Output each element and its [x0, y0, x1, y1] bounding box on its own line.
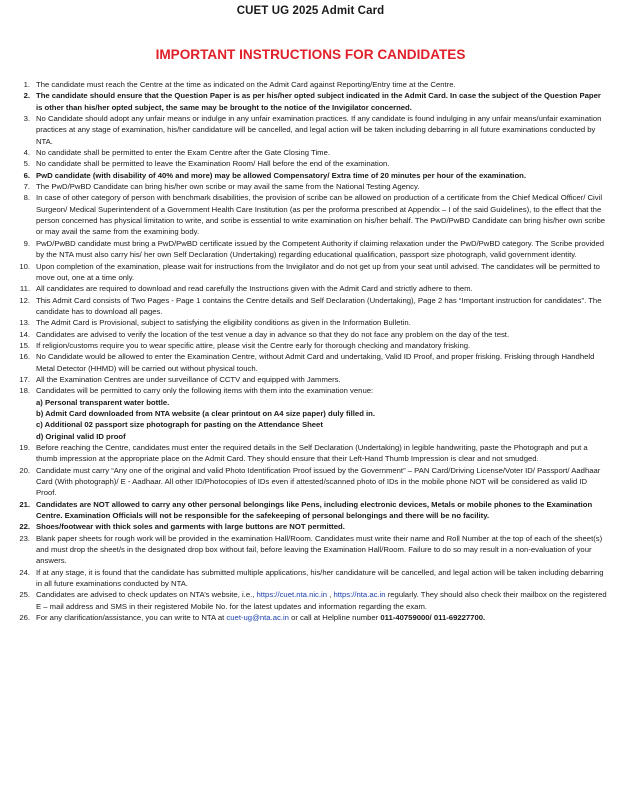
instructions-list — [16, 79, 607, 624]
instruction-item: 23. Blank paper sheets for rough work will be provided in the examination Hall/Room. Candidates must write their name and Roll Number at the top of each of the sheet(s) and must drop the sheet/s in the designated drop box without fail, before leaving the Examination Hall/Room. Failure to do so may result in a non-evaluation of your answers. — [19, 533, 603, 566]
document-title: CUET UG 2025 Admit Card — [236, 5, 385, 17]
instruction-item: 8. In case of other category of person with benchmark disabilities, the provision of scribe can be allowed on production of a certificate from the Chief Medical Officer/ Civil Surgeon/ Medical Superintendent of a Government Health Care Institution (as per the proforma prescribed at Appendix – I of the said Guidelines), to the effect that the person concerned has physical limitation to write, and scribe is essential to write examination on his/her behalf. The PwD/PwBD Candidate can bring his/her own scribe or may avail the same from the examining body. — [23, 193, 606, 237]
instruction-item: 3. No Candidate should adopt any unfair means or indulge in any unfair examination practices. If any candidate is found indulging in any unfair means/unfair examination practices at any stage of examination, his/her candidature will be cancelled, and legal action will be taken including debarring in all future examinations conducted by NTA. — [23, 114, 602, 146]
instruction-item: 9. PwD/PwBD candidate must bring a PwD/PwBD certificate issued by the Competent Authority if claiming relaxation under the PwD/PwBD category. The Scribe provided by the NTA must also carry his/ her own Self Declaration (Undertaking) regarding educational qualification, passport size photograph, valid government identity. — [23, 238, 604, 260]
instruction-item: 20. Candidate must carry “Any one of the original and valid Photo Identification Proof issued by the Government” – PAN Card/Driving License/Voter ID/ Passport/ Aadhaar Card (With photograph)/ E - Aadhaar. All other ID/Photocopies of IDs even if attested/scanned photo of IDs in the mobile phone NOT will be considered as valid ID Proof. — [19, 465, 601, 498]
instruction-item: 14. Candidates are advised to verify the location of the test venue a day in advance so that they do not face any problem on the day of the test. — [19, 329, 510, 339]
nta-website-link[interactable]: https://nta.ac.in — [333, 590, 386, 600]
instruction-item: 21. Candidates are NOT allowed to carry any other personal belongings like Pens, including electronic devices, Metals or mobile phones to the Examination Centre. Examination Officials will not be responsible for the safekeeping of personal belongings and there will be no facility. — [19, 499, 593, 521]
instruction-item: 16. No Candidate would be allowed to enter the Examination Centre, without Admit Card and undertaking, Valid ID Proof, and proper frisking. Frisking through Handheld Metal Detector (HHMD) will be carried out without physical touch. — [19, 352, 595, 373]
instruction-item: 18. Candidates will be permitted to carry only the following items with them into the examination venue: a) Personal transparent water bottle. b) Admit Card downloaded from NTA website (a clear printout on A4 size paper) duly filled in. c) Additional 02 passport size photograph for pasting on the Attendance Sheet d) Original valid ID proof — [16, 385, 607, 442]
permitted-item: c) Additional 02 passport size photograph for pasting on the Attendance Sheet — [36, 420, 323, 430]
instruction-item: 7. The PwD/PwBD Candidate can bring his/her own scribe or may avail the same from the National Testing Agency. — [23, 182, 420, 192]
support-email-link[interactable]: cuet-ug@nta.ac.in — [226, 613, 289, 623]
instruction-item: 1. The candidate must reach the Centre at the time as indicated on the Admit Card against Reporting/Entry time at the Centre. — [23, 80, 456, 89]
instruction-item: 11. All candidates are required to download and read carefully the Instructions given with the Admit Card and strictly adhere to them. — [19, 284, 473, 294]
instruction-item: 10. Upon completion of the examination, please wait for instructions from the Invigilator and do not get up from your seat until advised. The candidates will be permitted to move out, one at a time only. — [19, 261, 600, 282]
instruction-item: 22. Shoes/footwear with thick soles and garments with large buttons are NOT permitted. — [19, 522, 345, 532]
permitted-item: d) Original valid ID proof — [36, 431, 126, 441]
instruction-item: 25. Candidates are advised to check updates on NTA’s website, i.e., https://cuet.nta.nic.in , https://nta.ac.in regularly. They should also check their mailbox on the registered E – mail address and SMS in their registered Mobile No. for the latest updates and information regarding the exam. — [19, 590, 607, 611]
helpline-number: 011-40759000/ 011-69227700. — [380, 613, 486, 623]
instruction-item: 4. No candidate shall be permitted to enter the Exam Centre after the Gate Closing Time. — [23, 148, 330, 158]
instruction-item: 15. If religion/customs require you to wear specific attire, please visit the Centre early for thorough checking and mandatory frisking. — [19, 340, 471, 350]
instruction-item: 26. For any clarification/assistance, you can write to NTA at cuet-ug@nta.ac.in or call at Helpline number 011-40759000/ 011-69227700. — [19, 613, 486, 623]
instruction-item: 5. No candidate shall be permitted to leave the Examination Room/ Hall before the end of the examination. — [23, 159, 390, 169]
cuet-website-link[interactable]: https://cuet.nta.nic.in — [256, 590, 328, 600]
instruction-item: 13. The Admit Card is Provisional, subject to satisfying the eligibility conditions as given in the Information Bulletin. — [19, 318, 411, 328]
instruction-item: 2. The candidate should ensure that the Question Paper is as per his/her opted subject indicated in the Admit Card. In case the subject of the Question Paper is other than his/her opted subject, the same may be brought to the notice of the Invigilator concerned. — [23, 91, 601, 112]
instruction-item: 19. Before reaching the Centre, candidates must enter the required details in the Self Declaration (Undertaking) in legible handwriting, paste the Photograph and put a thumb impression at the appropriate place on the Admit Card. They should ensure that their Left-Hand Thumb Impression is clear and not smudged. — [19, 443, 588, 464]
instruction-item: 24. If at any stage, it is found that the candidate has submitted multiple applications, his/her candidature will be cancelled, and legal action will be taken including debarring in all future examinations conducted by NTA. — [19, 567, 604, 589]
instruction-item: 17. All the Examination Centres are under surveillance of CCTV and equipped with Jammers. — [19, 374, 341, 384]
instruction-item: 12. This Admit Card consists of Two Pages - Page 1 contains the Centre details and Self Declaration (Undertaking), Page 2 has “Important instruction for candidates”. The candidate has to download all pages. — [19, 295, 602, 316]
instruction-item: 6. PwD candidate (with disability of 40% and more) may be allowed Compensatory/ Extra time of 20 minutes per hour of the examination. — [23, 170, 526, 180]
permitted-item: b) Admit Card downloaded from NTA website (a clear printout on A4 size paper) duly filled in. — [36, 408, 375, 418]
permitted-item: a) Personal transparent water bottle. — [36, 397, 170, 407]
instructions-heading: IMPORTANT INSTRUCTIONS FOR CANDIDATES — [155, 47, 466, 62]
